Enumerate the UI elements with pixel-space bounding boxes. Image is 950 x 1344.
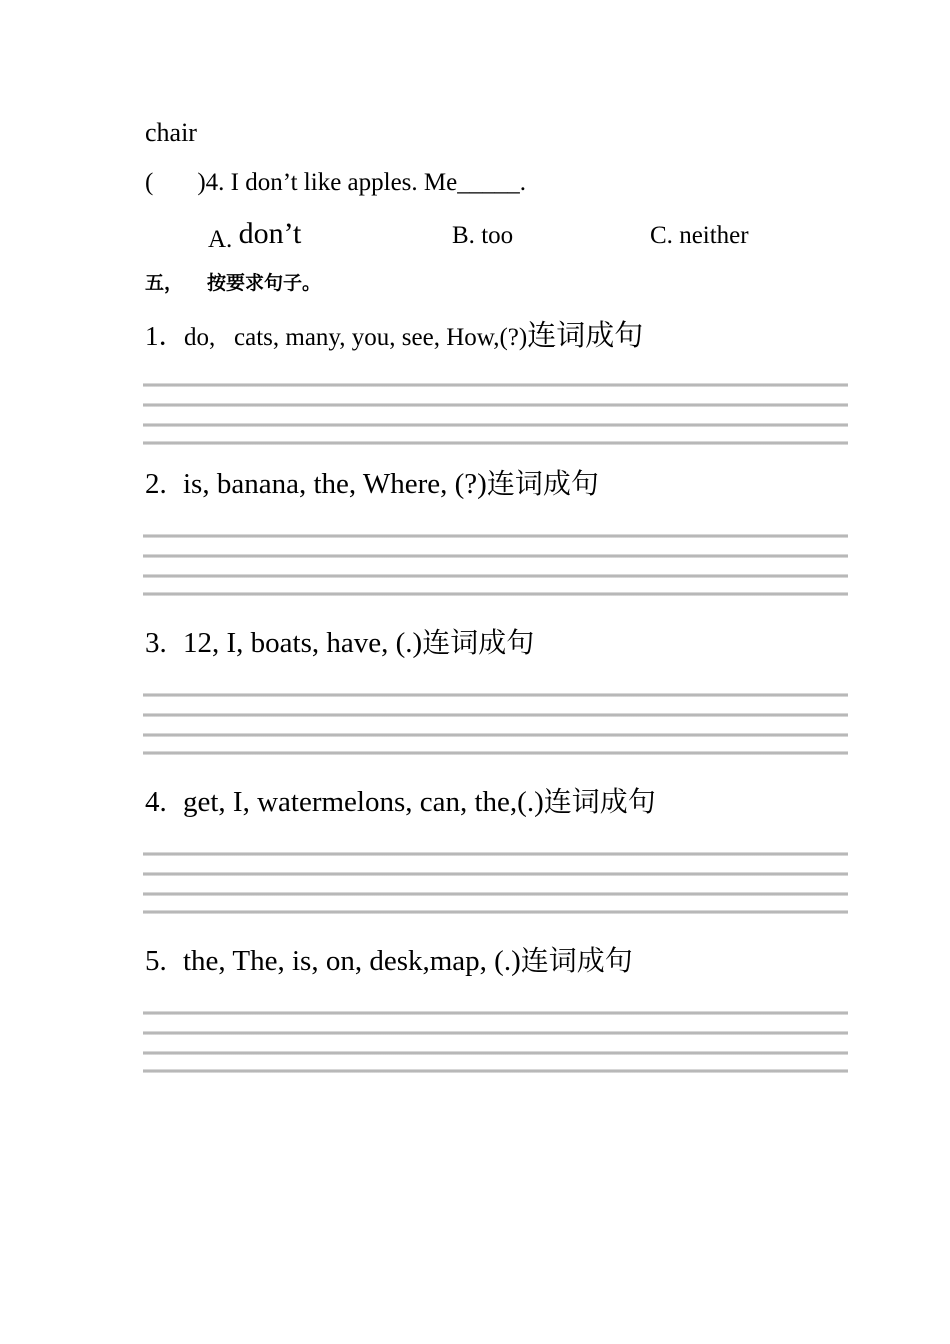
exercise-item-2 bbox=[145, 467, 599, 500]
option-c[interactable] bbox=[650, 223, 749, 248]
answer-paren-open: ( bbox=[145, 169, 154, 196]
writing-line bbox=[143, 852, 848, 856]
previous-question-tail: chair bbox=[145, 118, 197, 147]
item-number: 2. bbox=[145, 468, 167, 500]
writing-line bbox=[143, 1051, 848, 1055]
item-words: the, The, is, on, desk,map, (.) bbox=[183, 945, 521, 977]
item-instruction: 连词成句 bbox=[543, 785, 656, 818]
writing-line bbox=[143, 1031, 848, 1035]
option-b[interactable] bbox=[452, 223, 513, 248]
item-number: 4. bbox=[145, 786, 167, 818]
option-b-letter: B. bbox=[452, 222, 475, 249]
writing-line bbox=[143, 713, 848, 717]
writing-line bbox=[143, 892, 848, 896]
section-title: 按要求句子。 bbox=[207, 272, 322, 294]
question-4 bbox=[145, 170, 526, 195]
option-c-letter: C. bbox=[650, 222, 673, 249]
option-a-text: don’t bbox=[238, 217, 302, 250]
writing-line bbox=[143, 554, 848, 558]
item-number: 1． bbox=[145, 321, 186, 351]
writing-line bbox=[143, 872, 848, 876]
option-a[interactable] bbox=[208, 217, 302, 253]
writing-line bbox=[143, 733, 848, 737]
item-words: do, cats, many, you, see, How,(?) bbox=[184, 324, 528, 351]
exercise-item-3 bbox=[145, 626, 535, 659]
writing-lines-5[interactable] bbox=[143, 1011, 848, 1075]
option-c-text: neither bbox=[679, 222, 749, 249]
writing-lines-3[interactable] bbox=[143, 693, 848, 757]
writing-line bbox=[143, 592, 848, 596]
writing-line bbox=[143, 383, 848, 387]
section-number: 五， bbox=[145, 272, 184, 294]
question-4-options bbox=[0, 219, 950, 251]
item-instruction: 连词成句 bbox=[486, 467, 599, 500]
item-number: 5. bbox=[145, 945, 167, 977]
writing-line bbox=[143, 441, 848, 445]
writing-line bbox=[143, 403, 848, 407]
writing-line bbox=[143, 751, 848, 755]
writing-line bbox=[143, 534, 848, 538]
question-4-text: )4. I don’t like apples. Me_____. bbox=[197, 169, 526, 196]
item-instruction: 连词成句 bbox=[520, 944, 633, 977]
item-words: 12, I, boats, have, (.) bbox=[183, 627, 423, 659]
exercise-item-5 bbox=[145, 944, 633, 977]
writing-lines-1[interactable] bbox=[143, 383, 848, 447]
writing-line bbox=[143, 1069, 848, 1073]
writing-line bbox=[143, 423, 848, 427]
item-instruction: 连词成句 bbox=[527, 318, 644, 352]
item-words: get, I, watermelons, can, the,(.) bbox=[183, 786, 544, 818]
writing-line bbox=[143, 574, 848, 578]
writing-line bbox=[143, 910, 848, 914]
item-words: is, banana, the, Where, (?) bbox=[183, 468, 487, 500]
item-instruction: 连词成句 bbox=[422, 626, 535, 659]
item-number: 3. bbox=[145, 627, 167, 659]
writing-line bbox=[143, 693, 848, 697]
writing-lines-4[interactable] bbox=[143, 852, 848, 916]
writing-lines-2[interactable] bbox=[143, 534, 848, 598]
option-b-text: too bbox=[481, 222, 514, 249]
writing-line bbox=[143, 1011, 848, 1015]
exercise-item-4 bbox=[145, 785, 656, 818]
section-heading bbox=[145, 274, 321, 293]
exercise-item-1 bbox=[145, 318, 644, 352]
option-a-letter: A. bbox=[208, 226, 233, 253]
